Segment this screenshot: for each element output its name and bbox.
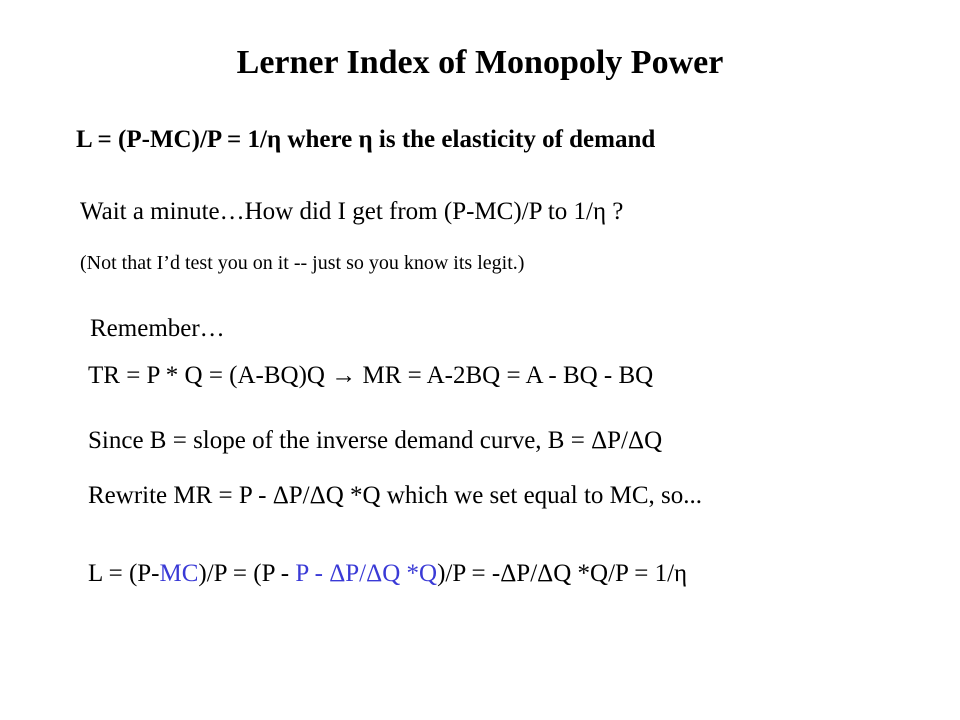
lerner-formula: L = (P-MC)/P = 1/η where η is the elasticity of demand [76,126,656,153]
note-line: (Not that I’d test you on it -- just so you know its legit.) [80,252,525,274]
slope-definition-line: Since B = slope of the inverse demand curve, B = ΔP/ΔQ [88,427,663,454]
final-part-1: L = (P- [88,560,160,587]
slide-title: Lerner Index of Monopoly Power [236,44,724,81]
final-part-5: )/P = -ΔP/ΔQ *Q/P = 1/η [437,560,688,587]
final-part-3: )/P = (P - [198,560,296,587]
rewrite-mr-line: Rewrite MR = P - ΔP/ΔQ *Q which we set equal to MC, so... [88,482,703,509]
total-revenue-line: TR = P * Q = (A-BQ)Q → MR = A-2BQ = A - BQ - BQ [88,362,654,389]
final-derivation-line [88,560,687,588]
remember-line: Remember… [90,315,225,342]
question-line: Wait a minute…How did I get from (P-MC)/P to 1/η ? [80,198,624,225]
final-part-substitution: P - ΔP/ΔQ *Q [295,560,438,587]
final-part-mc: MC [159,560,199,587]
